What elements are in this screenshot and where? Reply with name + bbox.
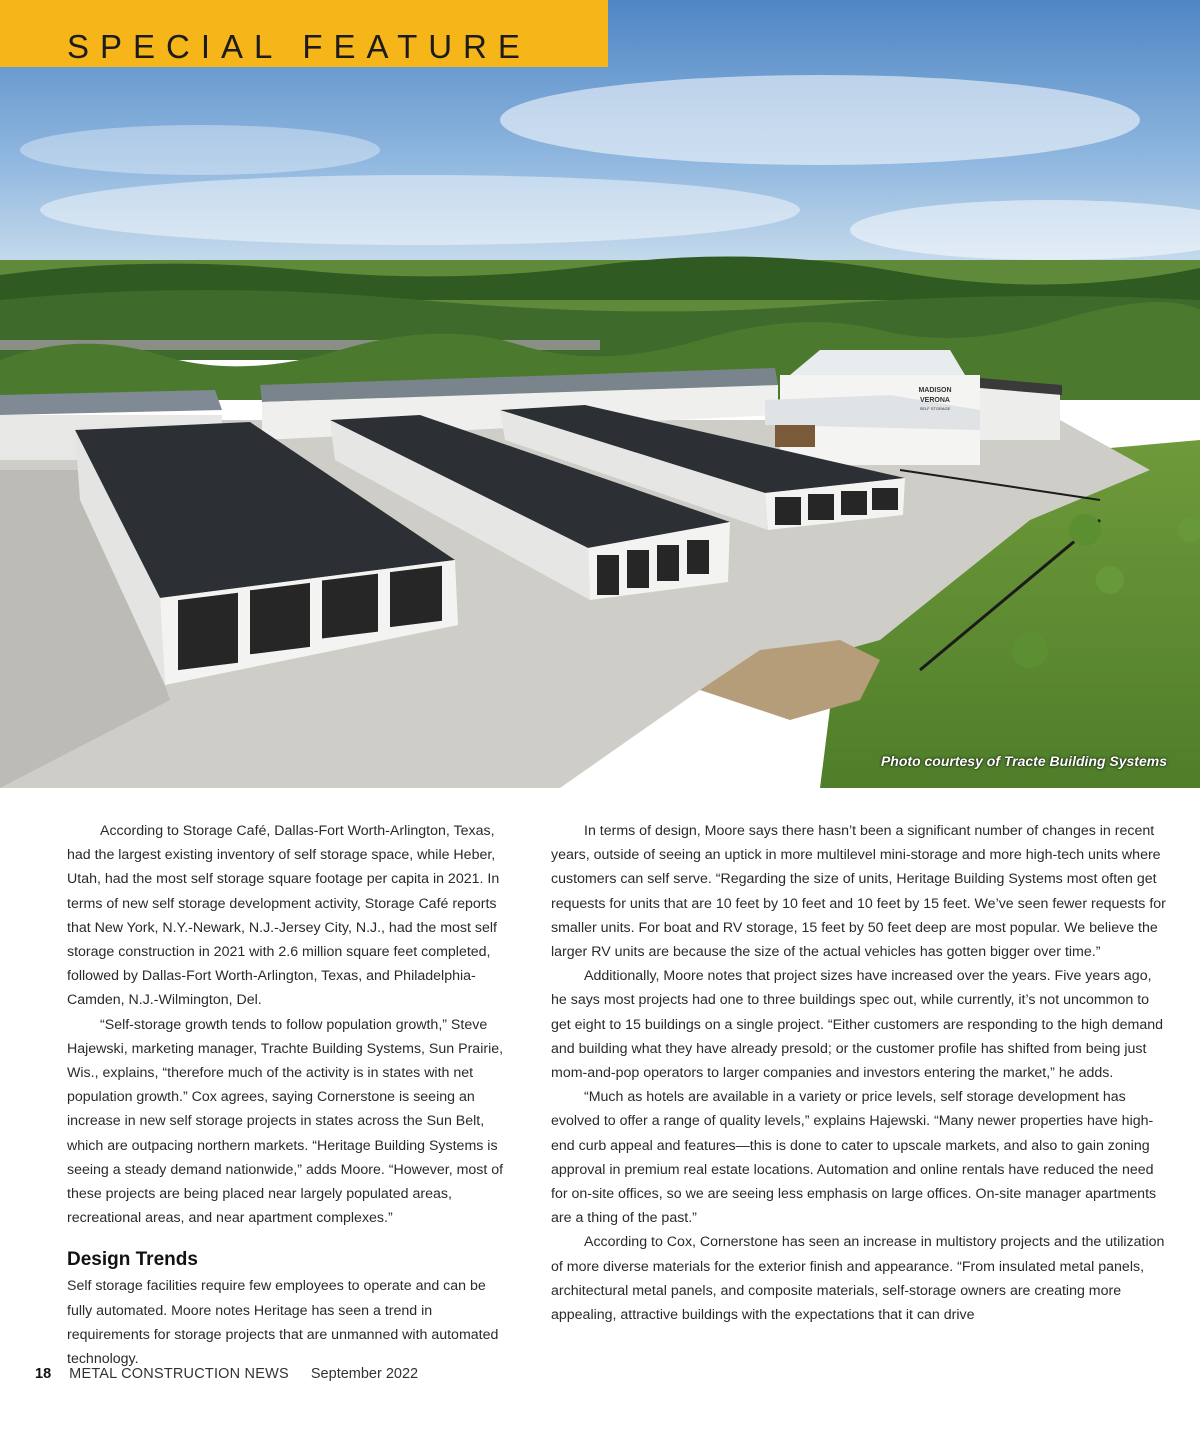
section-banner	[0, 0, 608, 67]
right-column	[551, 819, 1171, 1327]
magazine-name: METAL CONSTRUCTION NEWS	[69, 1366, 289, 1382]
paragraph: Additionally, Moore notes that project sizes have increased over the years. Five years ago, he says most projects had one to three buildings spec out, while currently, it’s not uncommon to get eight to 15 buildings on a single project. “Either customers are responding to the high demand and building what they have already presold; or the customer profile has shifted from being just mom-and-pop operators to larger companies and investors entering the market,” he adds.	[551, 968, 1164, 1082]
sign-line-3: SELF STORAGE	[919, 406, 951, 411]
page-number: 18	[35, 1366, 52, 1382]
paragraph: According to Cox, Cornerstone has seen an increase in multistory projects and the utilization of more diverse materials for the exterior finish and appearance. “From insulated metal panels, architectural metal panels, and composite materials, self-storage owners are creating more appealing, attractive buildings with the expectations that it can drive	[551, 1234, 1165, 1324]
paragraph: Self storage facilities require few employees to operate and can be fully automated. Moore notes Heritage has seen a trend in requirements for storage projects that are unmanned with automated technology.	[67, 1278, 499, 1368]
paragraph: “Self-storage growth tends to follow population growth,” Steve Hajewski, marketing manager, Trachte Building Systems, Sun Prairie, Wis., explains, “therefore much of the activity is in states with net population growth.” Cox agrees, saying Cornerstone is seeing an increase in new self storage projects in states across the Sun Belt, which are outpacing northern markets. “Heritage Building Systems is seeing a steady demand nationwide,” adds Moore. “However, most of these projects are being placed near largely populated areas, recreational areas, and near apartment complexes.”	[67, 1016, 504, 1227]
page-footer	[35, 1366, 418, 1382]
issue-date: September 2022	[310, 1366, 419, 1382]
section-heading: Design Trends	[67, 1249, 198, 1271]
sign-line-2: VERONA	[920, 397, 950, 404]
paragraph: “Much as hotels are available in a variety or price levels, self storage development has evolved to offer a range of quality levels,” explains Hajewski. “Many newer properties have high-end curb appeal and features—this is done to cater to upscale markets, and also to gain zoning approval in premium real estate locations. Automation and online rentals have reduced the need for on-site offices, so we are seeing less emphasis on large offices. On-site manager apartments are a thing of the past.”	[551, 1089, 1157, 1227]
paragraph: According to Storage Café, Dallas-Fort Worth-Arlington, Texas, had the largest existing inventory of self storage space, while Heber, Utah, had the most self storage square footage per capita in 2021. In terms of new self storage development activity, Storage Café reports that New York, N.Y.-Newark, N.J.-Jersey City, N.J., had the most self storage construction in 2021 with 2.6 million square feet completed, followed by Dallas-Fort Worth-Arlington, Texas, and Philadelphia-Camden, N.J.-Wilmington, Del.	[67, 823, 500, 1009]
left-column	[67, 819, 512, 1371]
photo-credit: Photo courtesy of Tracte Building Systems	[880, 753, 1167, 769]
section-label: SPECIAL FEATURE	[67, 28, 531, 65]
sign-line-1: MADISON	[918, 387, 952, 394]
paragraph: In terms of design, Moore says there hasn’t been a significant number of changes in recent years, outside of seeing an uptick in more multilevel mini-storage and more high-tech units where customers can self serve. “Regarding the size of units, Heritage Building Systems most often get requests for units that are 10 feet by 10 feet and 10 feet by 15 feet. We’ve seen fewer requests for smaller units. For boat and RV storage, 15 feet by 50 feet deep are most popular. We believe the larger RV units are because the size of the actual vehicles has gotten bigger over time.”	[551, 823, 1166, 961]
